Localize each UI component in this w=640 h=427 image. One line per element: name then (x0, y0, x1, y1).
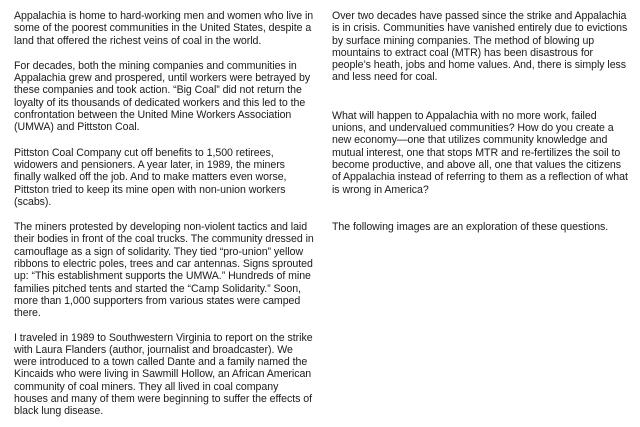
right-column (332, 10, 632, 233)
paragraph-miners-protest: The miners protested by developing non-violent tactics and laid their bodies in front of the coal trucks. The community dressed in camouflage as a sign of solidarity. They tied “pro-union” yellow ribbons to electric poles, trees and car antennas. Signs sprouted up: “This establishment supports the UMWA.” Hundreds of mine families pitched tents and started the “Camp Solidarity.” Soon, more than 1,000 supporters from various states were camped there. (14, 221, 314, 320)
paragraph-appalachia-intro: Appalachia is home to hard-working men and women who live in some of the poorest communities in the United States, despite a land that offered the richest veins of coal in the world. (14, 10, 314, 47)
paragraph-big-coal: For decades, both the mining companies and communities in Appalachia grew and prospered, until workers were betrayed by these companies and took action. “Big Coal” did not return the loyalty of its thousands of dedicated workers and this led to the confrontation between the United Mine Workers Association (UMWA) and Pittston Coal. (14, 59, 311, 134)
left-column (14, 10, 314, 418)
paragraph-travel-1989: I traveled in 1989 to Southwestern Virginia to report on the strike with Laura Flanders (author, journalist and broadcaster). We were introduced to a town called Dante and a family named the Kincaids who were living in Sawmill Hollow, an African American community of coal miners. They all lived in coal company houses and many of them were beginning to suffer the effects of black lung disease. (14, 331, 313, 418)
paragraph-two-decades: Over two decades have passed since the strike and Appalachia is in crisis. Communities have vanished entirely due to evictions by surface mining companies. The method of blowing up mountains to extract coal (MTR) has been disastrous for people’s heath, jobs and home values. And, there is simply less and less need for coal. (332, 10, 628, 84)
paragraph-pittston-benefits: Pittston Coal Company cut off benefits to 1,500 retirees, widowers and pensioners. A year later, in 1989, the miners finally walked off the job. And to make matters even worse, Pittston tried to keep its mine open with non-union workers (scabs). (14, 146, 287, 208)
paragraph-exploration: The following images are an exploration of these questions. (332, 220, 609, 233)
paragraph-questions: What will happen to Appalachia with no more work, failed unions, and undervalued communities? How do you create a new economy—one that utilizes community knowledge and mutual interest, one that stops MTR and re-fertilizes the soil to become productive, and above all, one that values the citizens of Appalachia instead of referring to them as a reflection of what is wrong in America? (332, 109, 628, 196)
